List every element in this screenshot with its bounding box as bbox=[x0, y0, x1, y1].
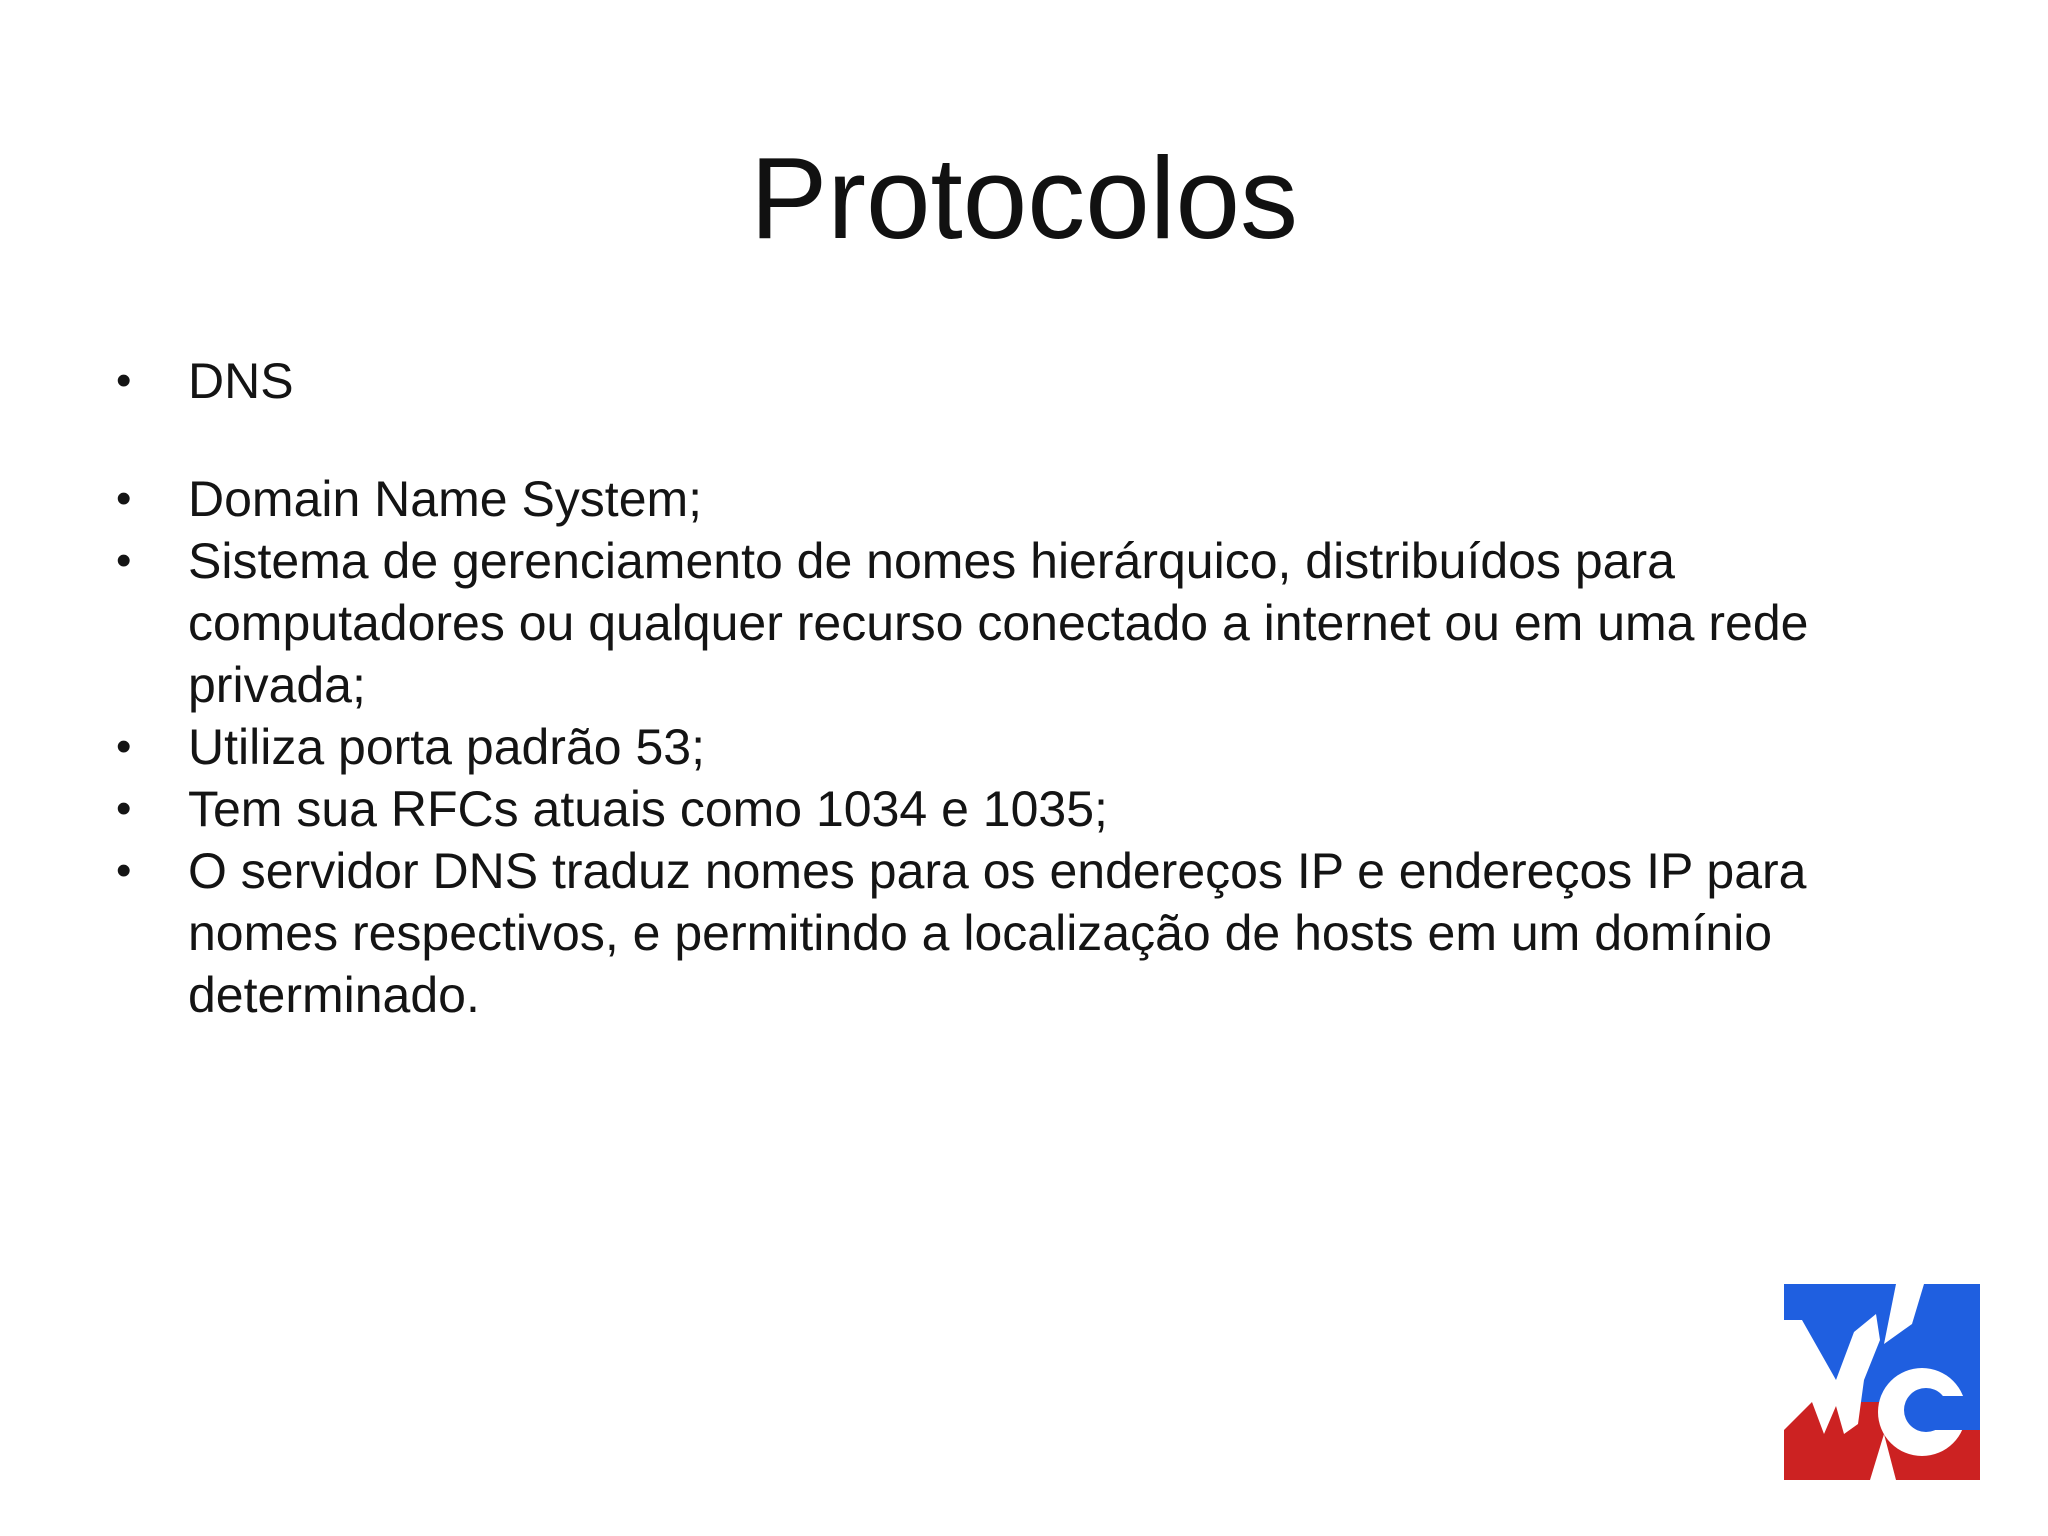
bullet-item bbox=[112, 716, 1912, 778]
bullet-item bbox=[112, 530, 1912, 716]
bullet-item bbox=[112, 350, 1912, 412]
bullet-item bbox=[112, 468, 1912, 530]
slide-title: Protocolos bbox=[749, 133, 1299, 263]
bullet-marker: • bbox=[116, 722, 132, 771]
bullet-text: Domain Name System; bbox=[188, 471, 703, 527]
bullet-marker: • bbox=[116, 784, 132, 833]
bullet-marker: • bbox=[116, 846, 132, 895]
bullet-text: O servidor DNS traduz nomes para os endereços IP e endereços IP para nomes respectivos, e permitindo a localização de hosts em um domínio determinado. bbox=[188, 843, 1807, 1023]
bullet-item bbox=[112, 778, 1912, 840]
logo-c-opening bbox=[1934, 1396, 1980, 1430]
mc-logo-icon bbox=[1784, 1284, 1980, 1480]
bullet-marker: • bbox=[116, 536, 132, 585]
bullet-marker: • bbox=[116, 356, 132, 405]
bullet-text: Tem sua RFCs atuais como 1034 e 1035; bbox=[188, 781, 1108, 837]
bullet-item bbox=[112, 840, 1912, 1026]
bullet-text: Sistema de gerenciamento de nomes hierárquico, distribuídos para computadores ou qualquer recurso conectado a internet ou em uma rede privada; bbox=[188, 533, 1809, 713]
bullet-text: DNS bbox=[188, 353, 294, 409]
bullet-list bbox=[112, 350, 1912, 1026]
bullet-marker: • bbox=[116, 474, 132, 523]
bullet-text: Utiliza porta padrão 53; bbox=[188, 719, 705, 775]
